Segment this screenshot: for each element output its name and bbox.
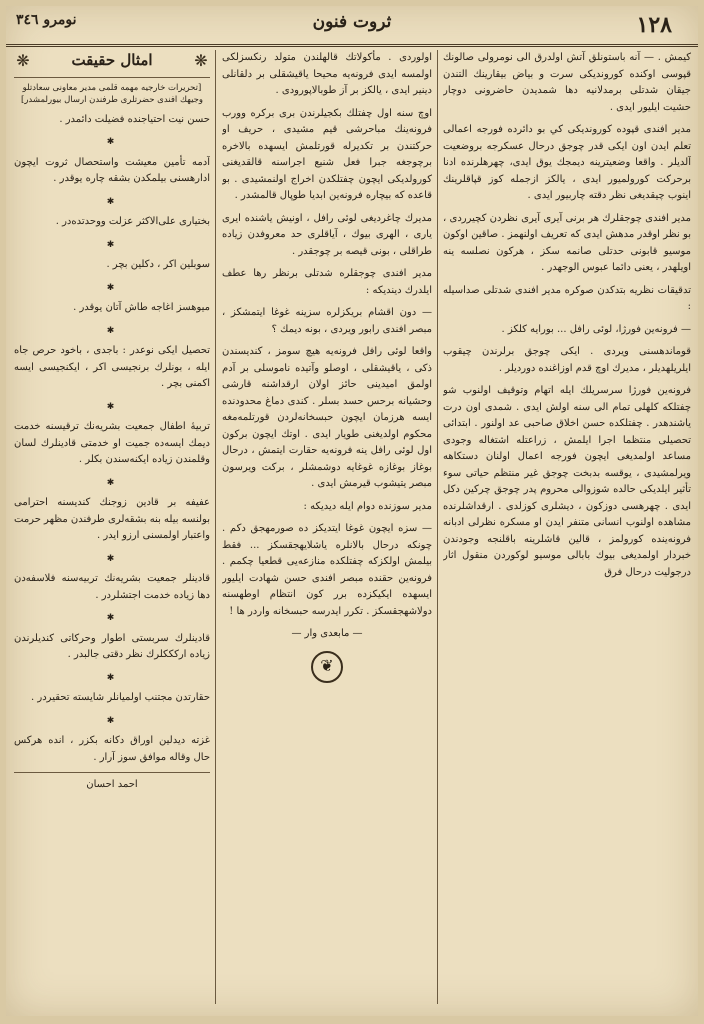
saying: حسن نيت احتياجنده فضيلت دائمدر .: [59, 113, 210, 125]
story-paragraph: — فرونه‌ين فورژا، لوئى رافل ... بورايه كلكز .: [501, 323, 691, 335]
story-paragraph: — دون اقشام بريكزلره سزينه غوغا ايتمشكز ، مبصر افندى رابور ويردى ، بونه ديمك ؟: [222, 307, 432, 335]
story-column-right: [443, 50, 691, 1006]
saying: غزته ديدلين اوراق دكانه بكزر ، انده هركس حال وقاله موافق سوز آرار .: [14, 735, 210, 763]
journal-title: ثروت فنون: [312, 12, 392, 32]
newspaper-page: [6, 6, 698, 1016]
story-paragraph: — سزه ايچون غوغا ايتديكز ده صورمهجق دكم . چونكه درحال بالانلره ياشلايهجقسكز ... فقط بيلمش اولكزكه چفتلكده منازعه‌يى قطعيا چكمم . فرونه‌ين حقنده مبصر افندى حسن شهادت ايليور ايسهده ايكيكزده برر كون انتظام اوطهسنه دولاشهجقسكز . تكرر ايدرسه حبسخانه واردر ها !: [222, 523, 432, 617]
story-paragraph: واقعا لوئى رافل فرونه‌يه هيچ سومز ، كنديسندن ذكى ، ياقيشقلى ، اوصلو وآتيده ناموسلى بر آدم اولمق اميدينى حائز اولان ارقداشنه قارشى وحشيانه برحس حسد بسلر . كندى دماغ محدودنده ايسه هرزمان ايچون حبسخانه‌لردن قورتلمه‌مغه محكوم اولديغنى طويار ايدى . اوتك ايچون بركون اول لوئى رافل ينه فرونه‌يه حقارت ايتمش ، درحال بوغاز بوغازه غوغايه دوشمشلر ، بركت ويرسون مبصر يتيشوب قيرمش ايدى .: [222, 346, 432, 489]
saying: آدمه تأمين معيشت واستحصال ثروت ايچون ادارهسنى بيلمكدن بشقه چاره يوقدر .: [14, 156, 210, 184]
story-paragraph: مدير سوزنده دوام ايله ديديكه :: [303, 500, 432, 512]
ornament-vignette-icon: ❦: [311, 651, 343, 683]
star-separator-icon: ✱: [106, 325, 118, 336]
saying: عفيفه بر قادين زوجنك كنديسنه احترامى بولنسه بيله بنه بشقه‌لرى طرفندن مظهر حرمت واعتبار اولمسنى ارزو ايدر .: [14, 497, 210, 541]
story-column-middle: [222, 50, 432, 1006]
star-separator-icon: ✱: [106, 715, 118, 726]
story-paragraph: مدير افندى چوجقلرك هر برنى آيرى آيرى نظردن كچيرردى ، بو نظر اوقدر مدهش ايدى كه تعريف اولنهمز . صاقين اوكون موسيو قابونى حدتلى صانمه سكز ، هركون نصلسه ينه اويلهدر ، يعنى دائما عبوس الوجهدر .: [443, 212, 691, 273]
section-header: [14, 50, 210, 78]
story-paragraph: اوچ سنه اول چفتلك بكجيلرندن برى بركره وورب فرونه‌ينك مباحرشى قيم مشيدى ، حريف او حركتندن بر تكديرله قورتلمش ايسهده بالاخره برچوجغه جبرا فعل شنيع اجراسنه قالقديغنى كورولديكى ايچون چفتلكدن اخراج اولنمشيدى . بو قاعده كه بيچاره فرونه‌ين ابديا طوپال قالمشدر .: [222, 107, 432, 201]
section-title: امثال حقيقت: [71, 51, 153, 69]
saying: تربيهٔ اطفال جمعيت بشريه‌نك ترقيسنه خدمت ديمك ايسه‌ده جميت او خدمتى قادينلرك لسان وقلمندن زياده ايكنه‌سندن بكلر .: [14, 421, 210, 465]
story-paragraph: مديرك چاغرديغى لوئى رافل ، اونيش ياشنده ايرى يارى ، الهرى بيوك ، آياقلرى حد معروفدن زياده طراقلى ، بونى قيصه بر چوجقدر .: [222, 212, 432, 257]
story-paragraph: مدير افندى چوجقلره شدتلى برنظر رها عطف ايلدرك دينديكه :: [222, 268, 432, 296]
column-rule: [437, 50, 438, 1004]
saying: ميوهسز اغاجه طاش آتان يوقدر .: [73, 302, 210, 313]
page-header: [6, 6, 698, 47]
star-separator-icon: ✱: [106, 401, 118, 412]
section-intro-note: [تحريرات خارجيه مهمه قلمى مدير معاونى سعادتلو وجيهك افندى حضرتلرى طرفندن ارسال بيورلمشدر]: [21, 82, 203, 105]
story-paragraph: تدقيقات نظريه بتدكدن صوكره مدير افندى شدتلى صداسيله :: [443, 284, 691, 312]
saying: تحصيل ايكى نوعدر : باجدى ، باخود حرص جاه ايله ، بونلرك برنجيسى اكر ، ايكنجيسى ايسه اكمنى بچر .: [14, 345, 210, 389]
sayings-column: [14, 50, 210, 1006]
star-separator-icon: ✱: [106, 239, 118, 250]
star-separator-icon: ✱: [106, 137, 118, 147]
story-paragraph: اولوردى . مأكولاتك قالهلندن متولد رنكسزلكى اولمسه ايدى فرونه‌يه محيحا ياقيشقلى بر دلقانلى دينير ايدى ، يالكز بر آز طوبالاپورودى .: [222, 52, 432, 96]
continued-note: — مابعدى وار —: [291, 628, 363, 639]
issue-number: نومرو ٣٤٦: [16, 12, 77, 28]
star-separator-icon: ✱: [106, 672, 118, 683]
column-rule: [215, 50, 216, 1004]
ornament-icon: ❋: [16, 51, 30, 71]
saying: سوبلين اكر ، دكلين بچر .: [106, 259, 210, 270]
author-signature: احمد احسان: [14, 772, 210, 794]
story-paragraph: مدير افندى قپوده كورونديكى كي بو دائرده فورجه اعمالى تعلم ايدن اون ايكى قدر چوجق درحال عسكرجه بروضعيت آلديلر . واقعا وضعيترينه ديمجك يوق ايدى، چهرهلرنده ادنا برحركت كورولميور ايدى ، يالكز ازجمله كوز قپاقلرينك اينوب چيقديغى نظر دقته چاربيور ايدى .: [443, 124, 691, 201]
saying: بختيارى على‌الاكثر عزلت ووحدتده‌در .: [55, 216, 210, 227]
star-separator-icon: ✱: [106, 477, 118, 488]
saying: قادينلر جمعيت بشريه‌نك تربيه‌سنه فلاسفه‌دن دها زياده خدمت اجتشلردر .: [14, 573, 210, 601]
ornament-icon: ❋: [194, 51, 208, 71]
story-paragraph: فرونه‌ين فورژا سرسريلك ايله اتهام وتوقيف اولنوب شو چفتلكه كلهلى تمام الى سنه اولش ايدى . شمدى اون درت ياشندهدر . چفتلكده حسن اخلاق صاحبى عد اولنور . ابتدائى تحصيلى منتظما اجرا ايلمش ، زراعتله اشتغاله وجودى مساعد اولمديغى ايچون فورجه اعمال اولنان دستكاهه ويرلمشيدى ، يوقسه بدبخت چوجق غير منتظم حياتى سوء تأثير ايلديكى حالده شوزوالى محروم پدر چوجق چركين دكل ايدى . چهرهسى دوزكون ، ديشلرى كوزلدى . ارقداشلرنده مشاهده اولنوب انسانى متنفر ايدن او مسكره نظرلى ادبانه فرونه‌ينده كورولمز ، قالين قاشلرينه باقلنجه وجودندن خبردار اولمديغى بيوك بابالى موسيو لوكوردن منقول اثار درجوليت درحال فرق: [443, 385, 691, 578]
star-separator-icon: ✱: [106, 282, 118, 293]
page-number: ١٢٨: [636, 12, 672, 38]
saying: قادينلرك سربستى اطوار وحركاتى كنديلرندن زياده اركككلرك نظر دقتى جالبدر .: [14, 632, 210, 660]
star-separator-icon: ✱: [106, 553, 118, 564]
star-separator-icon: ✱: [106, 613, 118, 623]
story-paragraph: كيمش . — آنه باستونلق آتش اولدرق الى نومرولى صالونك قپوسى اوكنده كورونديكى سرت و بياض بيقارينك التندن جيقان شدتلى برمدلانيه دها شمديدن حاضرونى دوچار حشيت ايليور ايدى .: [443, 52, 691, 113]
star-separator-icon: ✱: [106, 196, 118, 207]
saying: حقارتدن مجتنب اولميانلر شايسته تحقيردر .: [31, 692, 210, 703]
story-paragraph: قوماندهسنى ويردى . ايكى چوجق برلرندن چيقوب ايلريلهديلر ، مديرك اوچ قدم اوزاغنده دورديلر .: [443, 346, 691, 374]
